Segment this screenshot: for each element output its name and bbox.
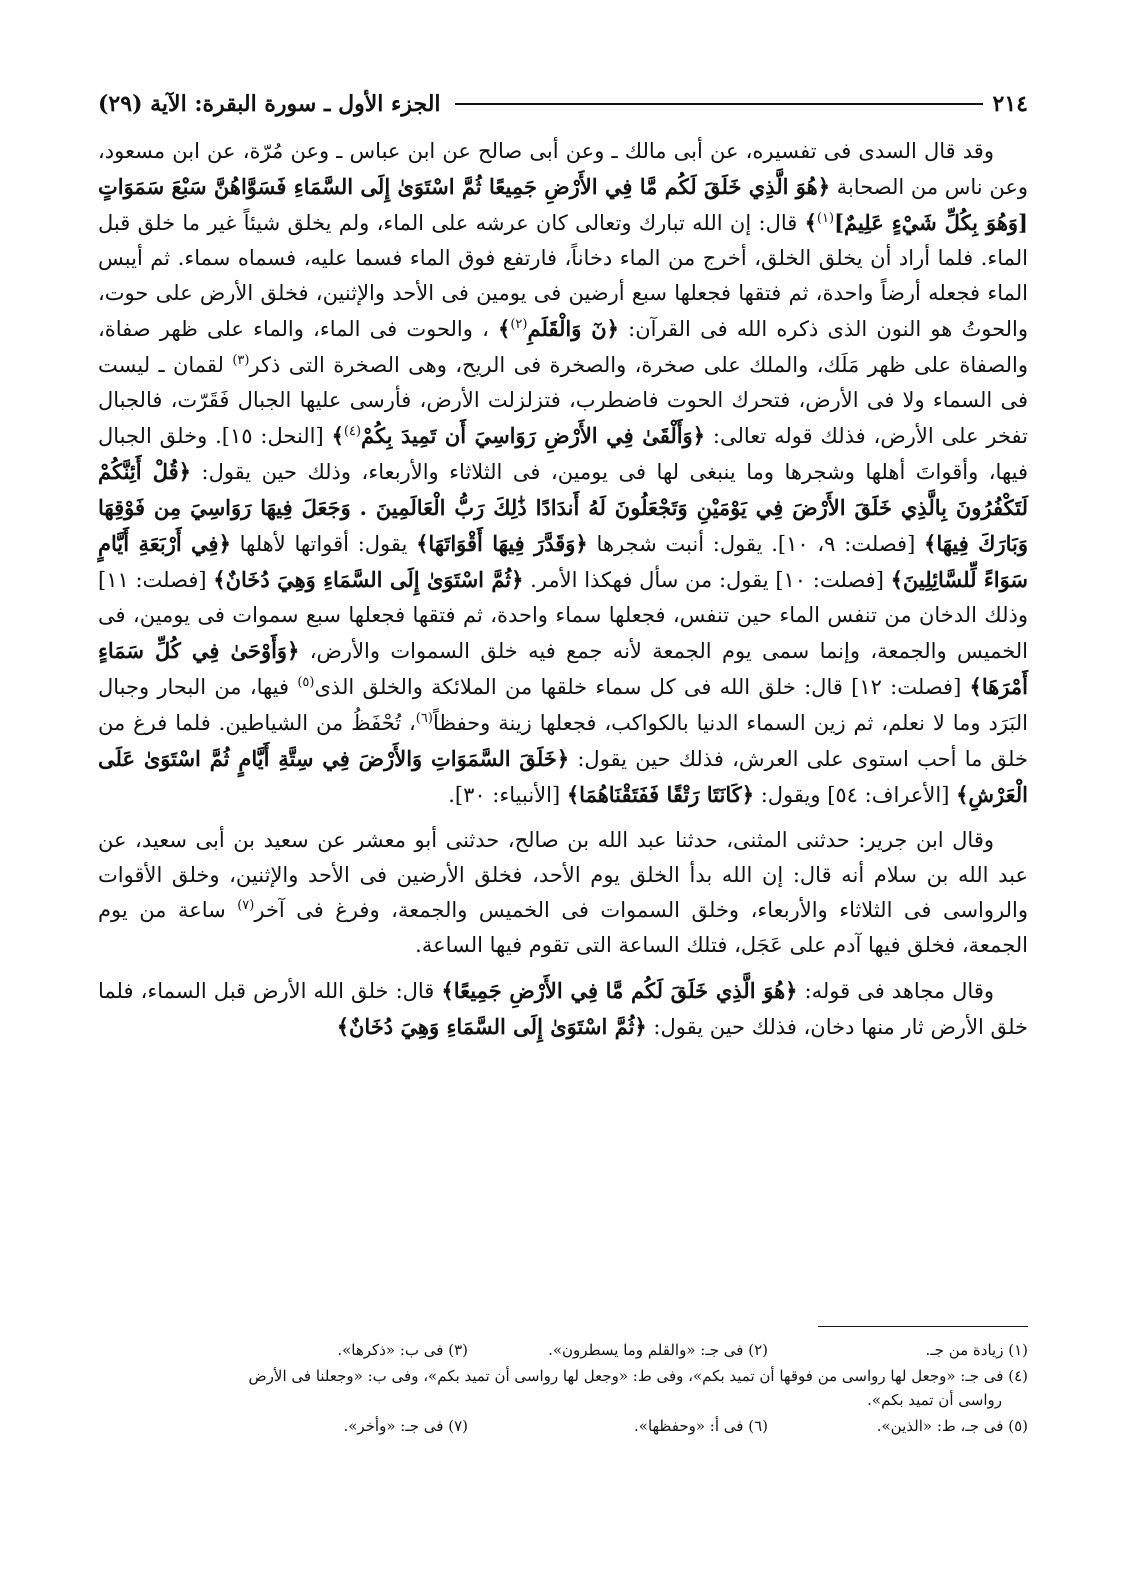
paragraph-ibn-jarir [98,823,1028,963]
paragraph-suddi [98,134,1028,813]
quran-quote: ﴿فِي أَرْبَعَةِ أَيَّامٍ سَوَاءً لِّلسَّائِلِينَ﴾ [98,531,1029,593]
running-title: الجزء الأول ـ سورة البقرة: الآية (٢٩) [98,91,441,117]
text-run: ساعة من يوم الجمعة، فخلق فيها آدم على عَجَل، فتلك الساعة التى تقوم فيها الساعة. [98,897,1028,958]
quran-quote: ﴿قُلْ أَئِنَّكُمْ لَتَكْفُرُونَ بِالَّذِي خَلَقَ الأَرْضَ فِي يَوْمَيْنِ وَتَجْعَلُونَ لَهُ أَندَادًا ذَٰلِكَ رَبُّ الْعَالَمِينَ . وَجَعَلَ فِيهَا رَوَاسِيَ مِن فَوْقِهَا وَبَارَكَ فِيهَا﴾ [98,458,1029,557]
text-run: ، والحوت فى الماء، والماء على ظهر صفاة، والصفاة على ظهر مَلَك، والملك على صخرة، والصخرة فى الريح، وهى الصخرة التى ذكر [98,317,1028,377]
footnote-ref: (٦) [415,710,433,726]
text-run: فيها، من البحار وجبال البَرَد وما لا نعلم، ثم زين السماء الدنيا بالكواكب، فجعلها زينة وحفظاً [98,675,1028,735]
footnote-4: (٤) فى جـ: «وجعل لها رواسى من فوقها أن تميد بكم»، وفى ط: «وجعل لها رواسى أن تميد بكم»، وفى ب: «وجعلنا فى الأرض [248,1367,1028,1385]
quran-quote: ﴿كَانَتَا رَتْقًا فَفَتَقْنَاهُمَا﴾ [566,781,755,807]
footnote-2: (٢) فى جـ: «والقلم وما يسطرون». [548,1341,768,1359]
running-header [98,86,1028,122]
text-run: وقد قال السدى فى تفسيره، عن أبى مالك ـ وعن أبى صالح عن ابن عباس ـ وعن مُرّة، عن ابن مسعود، وعن ناس من الصحابة [98,139,1028,200]
footnote-3: (٣) فى ب: «ذكرها». [337,1341,468,1359]
quran-quote: ﴿ثُمَّ اسْتَوَىٰ إِلَى السَّمَاءِ وَهِيَ دُخَانٌ﴾ [336,1014,647,1040]
footnote-7: (٧) فى جـ: «وأخر». [343,1417,468,1435]
text-run: لقمان ـ ليست فى السماء ولا فى الأرض، فتحرك الحوت فاضطرب، فتزلزلت الأرض، فأرسى عليها الجبال فَقَرّت، فالجبال تفخر على الأرض، فذلك قوله تعالى: [98,352,1029,448]
footnote-ref: (٧) [237,897,255,913]
quran-quote: ﴿وَقَدَّرَ فِيهَا أَقْوَاتَهَا﴾ [416,531,588,557]
footnote-6: (٦) فى أ: «وحفظها». [634,1417,768,1435]
footnote-4-block [98,1364,1028,1412]
quran-quote: ﴾ [331,422,344,448]
footnote-ref: (٥) [297,675,315,691]
footnote-ref: (٣) [232,352,250,368]
quran-quote: ﴿وَأَلْقَىٰ فِي الأَرْضِ رَوَاسِيَ أَن تَمِيدَ بِكُمْ [361,422,706,448]
quran-quote: ﴾ [804,210,817,236]
footnote-row [98,1338,1028,1364]
quran-quote: ﴾ [498,316,511,342]
text-run: وقال مجاهد فى قوله: [797,979,994,1004]
footnote-rule [818,1326,1028,1327]
text-run: [الأنبياء: ٣٠]. [448,782,567,807]
footnote-5: (٥) فى جـ، ط: «الذين». [876,1417,1028,1435]
text-run: قال: خلق الله الأرض قبل السماء، فلما خلق الأرض ثار منها دخان، فذلك حين يقول: [98,979,1028,1040]
quran-quote: ﴿هُوَ الَّذِي خَلَقَ لَكُم مَّا فِي الأَرْضِ جَمِيعًا﴾ [441,978,798,1004]
footnote-4-continued: رواسى أن تميد بكم». [867,1391,1002,1409]
text-run: [فصلت: ١٠] يقول: من سأل فهكذا الأمر. [523,568,891,593]
text-run: وقال ابن جرير: حدثنى المثنى، حدثنا عبد الله بن صالح، حدثنى أبو معشر عن سعيد بن أبى سعيد، عن عبد الله بن سلام أنه قال: إن الله بدأ الخلق يوم الأحد، فخلق الأرضين فى الأحد والإثنين، وخلق الأقوات والرواسى فى الثلاثاء والأربعاء، وخلق السموات فى الخميس والجمعة، وفرغ فى آخر [98,827,1028,922]
footnote-1: (١) زيادة من جـ. [925,1341,1028,1359]
text-run: [فصلت: ١١] وذلك الدخان من تنفس الماء حين تنفس، فجعلها سماء واحدة، ثم فتقها فجعلها سبع سموات فى يومين، فى الخميس والجمعة، وإنما سمى يوم الجمعة لأنه جمع فيه خلق السموات والأرض، [98,568,1029,664]
text-run: [النحل: ١٥]. وخلق الجبال فيها، وأقواتَ أهلها وشجرها وما ينبغى لها فى يومين، فى الثلاثاء والأربعاء، وذلك حين يقول: [98,423,1028,484]
footnote-ref: (١) [816,211,835,227]
footnotes [98,1338,1028,1440]
text-run: ، تُحْفَظُ من الشياطين. فلما فرغ من خلق ما أحب استوى على العرش، فذلك حين يقول: [98,710,1028,771]
footnote-ref: (٢) [510,317,528,333]
main-text [98,134,1028,1055]
text-run: [الأعراف: ٥٤] ويقول: [754,782,957,807]
quran-quote: ﴿خَلَقَ السَّمَوَاتِ وَالأَرْضَ فِي سِتَّةِ أَيَّامٍ ثُمَّ اسْتَوَىٰ عَلَى الْعَرْشِ﴾ [98,745,1028,807]
quran-quote: ﴿هُوَ الَّذِي خَلَقَ لَكُم مَّا فِي الأَرْضِ جَمِيعًا ثُمَّ اسْتَوَىٰ إِلَى السَّمَاءِ فَسَوَّاهُنَّ سَبْعَ سَمَوَاتٍ [وَهُوَ بِكُلِّ شَيْءٍ عَلِيمٌ] [97,174,1028,236]
text-run: [فصلت: ٩، ١٠]. يقول: أنبت شجرها [587,532,925,557]
quran-quote: ﴿نٓ وَالْقَلَمِ [527,316,619,342]
header-rule [455,103,983,105]
footnote-ref: (٤) [343,423,362,439]
quran-quote: ﴿وَأَوْحَىٰ فِي كُلِّ سَمَاءٍ أَمْرَهَا﴾ [98,638,1028,700]
paragraph-mujahid [98,973,1028,1045]
footnote-row [98,1414,1028,1440]
quran-quote: ﴿ثُمَّ اسْتَوَىٰ إِلَى السَّمَاءِ وَهِيَ دُخَانٌ﴾ [213,567,524,593]
text-run: قال: إن الله تبارك وتعالى كان عرشه على الماء، ولم يخلق شيئاً غير ما خلق قبل الماء. فلما أراد أن يخلق الخلق، أخرج من الماء دخاناً، فارتفع فوق الماء فسما عليه، فسماه سماء. ثم أيبس الماء فجعله أرضاً واحدة، ثم فتقها فجعلها سبع أرضين فى يومين فى الأحد والإثنين، فخلق الأرض على حوت، والحوتُ هو النون الذى ذكره الله فى القرآن: [98,211,1028,342]
page-number: ٢١٤ [992,91,1028,117]
text-run: [فصلت: ١٢] قال: خلق الله فى كل سماء خلقها من الملائكة والخلق الذى [314,675,970,700]
text-run: يقول: أقواتها لأهلها [230,532,417,557]
